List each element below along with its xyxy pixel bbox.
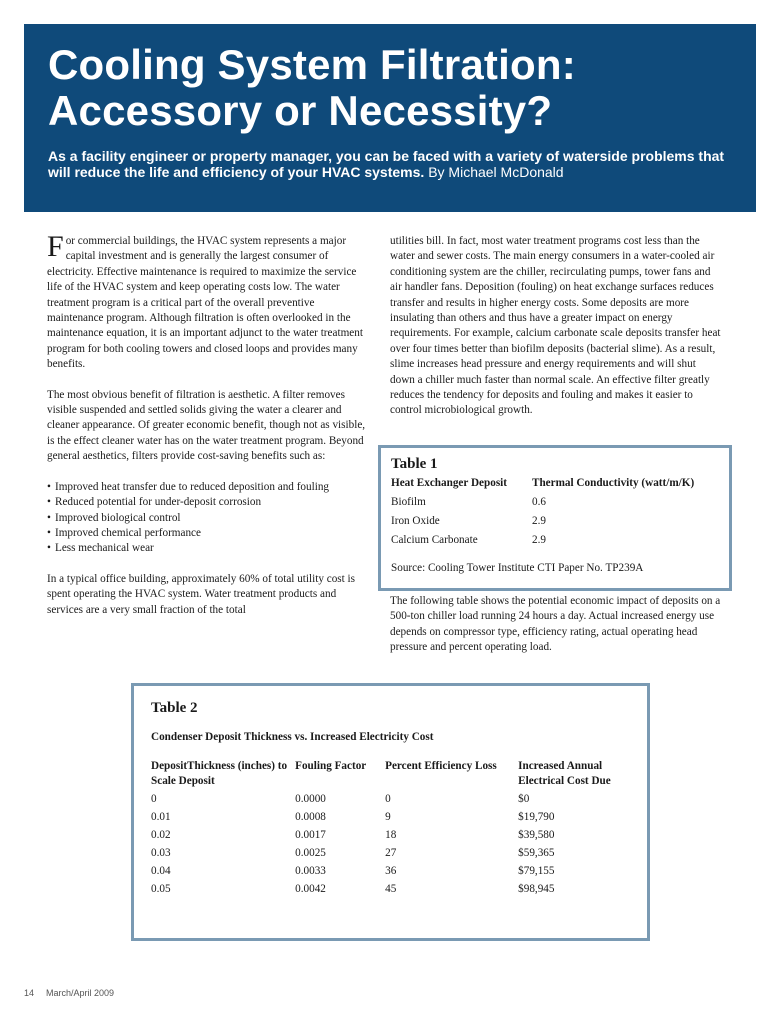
table-cell: 0 — [151, 793, 157, 805]
page-footer — [24, 988, 114, 998]
table-header-row — [391, 477, 694, 496]
right-paragraph-1: utilities bill. In fact, most water treatment programs cost less than the water and sewer costs. The main energy consumers in a water-cooled air conditioning system are the chiller, recirculating pumps, tower fans and air handler fans. Deposition (fouling) on heat exchange surfaces reduces transfer and results in higher energy costs. Some deposits are more insulating than others and thus have a greater impact on energy requirements. For example, calcium carbonate scale deposits transfer heat over four times better than biofilm deposits (bacterial slime). As a result, slime increases head pressure and energy requirements and will shut down a chiller much faster than normal scale. An effective filter greatly reduces the tendency for deposits and fouling and makes it easier to control microbiological growth. — [390, 235, 721, 417]
table-row — [151, 865, 630, 883]
table-cell: 0.02 — [151, 829, 171, 841]
drop-cap: F — [47, 230, 64, 263]
table-cell: Biofilm — [391, 496, 426, 508]
table-cell: 27 — [385, 847, 397, 859]
table-cell: 0.0008 — [295, 811, 326, 823]
table-2-subtitle: Condenser Deposit Thickness vs. Increased Electricity Cost — [151, 731, 434, 743]
table-cell: 0.0000 — [295, 793, 326, 805]
table-cell: 0.0025 — [295, 847, 326, 859]
table-row — [151, 829, 630, 847]
table-row — [151, 811, 630, 829]
table-cell: 2.9 — [532, 534, 546, 546]
table-header-cell: Percent Efficiency Loss — [385, 760, 497, 772]
title-line-1: Cooling System Filtration: — [48, 41, 576, 88]
table-header-cell: DepositThickness (inches) to Scale Deposit — [151, 760, 288, 787]
right-paragraph-2: The following table shows the potential economic impact of deposits on a 500-ton chiller load running 24 hours a day. Actual increased energy use depends on compressor type, efficiency rating, actual operating head pressure and percent operating load. — [390, 595, 721, 654]
table-cell: 45 — [385, 883, 397, 895]
issue-date: March/April 2009 — [46, 988, 115, 998]
table-cell: $59,365 — [518, 847, 555, 859]
table-cell: $19,790 — [518, 811, 555, 823]
right-column-top — [390, 234, 722, 434]
table-1-source: Source: Cooling Tower Institute CTI Paper No. TP239A — [391, 562, 644, 574]
table-cell: 0.03 — [151, 847, 171, 859]
table-header-cell: Thermal Conductivity (watt/m/K) — [532, 477, 695, 489]
left-paragraph-3: In a typical office building, approximately 60% of total utility cost is spent operating the HVAC system. Water treatment products and services are a very small fraction of the total — [47, 572, 356, 616]
table-row — [151, 793, 630, 811]
table-row — [391, 515, 694, 534]
table-1-title: Table 1 — [391, 456, 438, 472]
table-cell: 9 — [385, 811, 391, 823]
table-cell: 0.04 — [151, 865, 171, 877]
table-cell: 36 — [385, 865, 397, 877]
table-1 — [391, 477, 694, 553]
table-cell: Iron Oxide — [391, 515, 440, 527]
benefits-list — [47, 480, 367, 557]
table-cell: 0.01 — [151, 811, 171, 823]
left-paragraph-1 — [47, 230, 367, 373]
article-title — [48, 42, 732, 134]
table-cell: 0.05 — [151, 883, 171, 895]
table-row — [151, 883, 630, 901]
table-cell: $98,945 — [518, 883, 555, 895]
byline: By Michael McDonald — [428, 164, 564, 180]
table-header-cell: Fouling Factor — [295, 760, 367, 772]
article-header — [24, 24, 756, 212]
left-paragraph-2: The most obvious benefit of filtration is aesthetic. A filter removes visible suspended and settled solids giving the water a clearer and cleaner appearance. Of greater economic benefit, though not as visible, is the effect cleaner water has on the water treatment program. Beyond general aesthetics, filters provide cost-saving benefits such as: — [47, 388, 366, 463]
list-item: • Improved chemical performance — [47, 526, 367, 541]
table-header-cell: Increased Annual Electrical Cost Due — [518, 760, 611, 787]
table-row — [151, 847, 630, 865]
list-item: • Improved biological control — [47, 511, 367, 526]
table-cell: $79,155 — [518, 865, 555, 877]
table-cell: 0.6 — [532, 496, 546, 508]
table-cell: 18 — [385, 829, 397, 841]
list-item: • Less mechanical wear — [47, 541, 367, 556]
table-cell: Calcium Carbonate — [391, 534, 478, 546]
table-1-box — [378, 445, 732, 591]
list-item: • Improved heat transfer due to reduced deposition and fouling — [47, 480, 367, 495]
table-cell: 2.9 — [532, 515, 546, 527]
table-cell: $39,580 — [518, 829, 555, 841]
deck-text: As a facility engineer or property manager, you can be faced with a variety of waterside problems that will reduce the life and efficiency of your HVAC systems. — [48, 148, 725, 180]
list-item: • Reduced potential for under-deposit corrosion — [47, 495, 367, 510]
table-cell: 0 — [385, 793, 391, 805]
table-2 — [151, 759, 630, 901]
table-2-box — [131, 683, 650, 941]
table-row — [391, 496, 694, 515]
article-deck — [48, 148, 732, 180]
left-paragraph-1-text: or commercial buildings, the HVAC system represents a major capital investment and is generally the largest consumer of electricity. Effective maintenance is required to maximize the service life of the HVAC system and keep operating costs low. The water treatment program is a critical part of the overall preventive maintenance program. Although filtration is often overlooked in the maintenance equation, it is an important adjunct to the water treatment program for both cooling towers and closed loops and provides many benefits. — [47, 235, 363, 371]
table-2-title: Table 2 — [151, 700, 198, 716]
right-column-bottom — [390, 594, 722, 671]
left-column — [47, 230, 367, 633]
table-header-row — [151, 759, 630, 793]
table-cell: 0.0033 — [295, 865, 326, 877]
table-cell: 0.0042 — [295, 883, 326, 895]
title-line-2: Accessory or Necessity? — [48, 87, 553, 134]
table-row — [391, 534, 694, 553]
table-header-cell: Heat Exchanger Deposit — [391, 477, 508, 489]
table-cell: $0 — [518, 793, 530, 805]
page-number: 14 — [24, 988, 35, 998]
table-cell: 0.0017 — [295, 829, 326, 841]
